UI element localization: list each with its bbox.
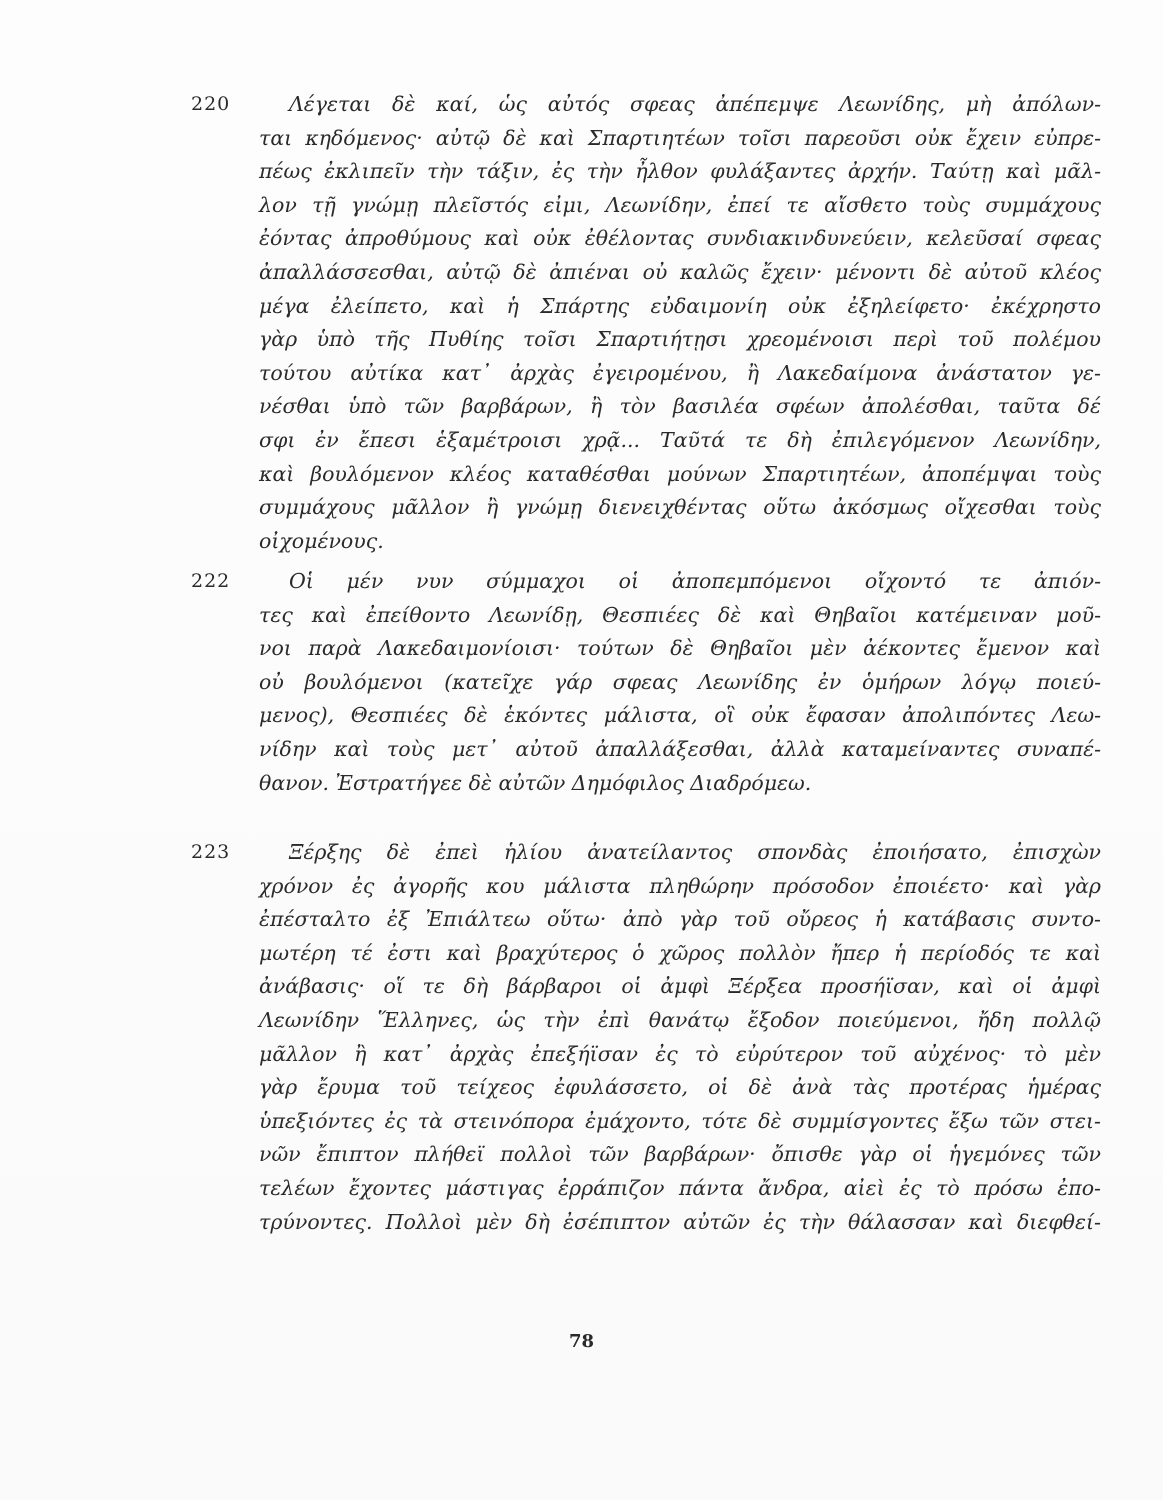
text-line: οἰχομένους. <box>259 528 384 553</box>
text-line: Λεωνίδην Ἕλληνες, ὡς τὴν ἐπὶ θανάτῳ ἔξοδον ποιεύμενοι, ἤδη πολλῷ <box>259 1007 1101 1032</box>
text-line: συμμάχους μᾶλλον ἢ γνώμῃ διενειχθέντας οὕτω ἀκόσμως οἴχεσθαι τοὺς <box>259 495 1101 520</box>
text-line: Οἱ μέν νυν σύμμαχοι οἱ ἀποπεμπόμενοι οἴχοντό τε ἀπιόν- <box>289 569 1101 593</box>
text-line: λον τῇ γνώμῃ πλεῖστός εἰμι, Λεωνίδην, ἐπεί τε αἴσθετο τοὺς συμμάχους <box>259 192 1101 217</box>
section-text <box>259 836 1101 1239</box>
text-line: γὰρ ὑπὸ τῆς Πυθίης τοῖσι Σπαρτιήτῃσι χρεομένοισι περὶ τοῦ πολέμου <box>259 327 1101 352</box>
text-line: τούτου αὐτίκα κατ᾽ ἀρχὰς ἐγειρομένου, ἢ Λακεδαίμονα ἀνάστατον γε- <box>259 360 1101 385</box>
text-line: χρόνον ἐς ἀγορῆς κου μάλιστα πληθώρην πρόσοδον ἐποιέετο· καὶ γὰρ <box>259 873 1101 898</box>
text-line: ἐπέσταλτο ἐξ Ἐπιάλτεω οὕτω· ἀπὸ γὰρ τοῦ οὔρεος ἡ κατάβασις συντο- <box>259 907 1101 932</box>
text-line: ἐόντας ἀπροθύμους καὶ οὐκ ἐθέλοντας συνδιακινδυνεύειν, κελεῦσαί σφεας <box>259 226 1101 251</box>
text-line: νέσθαι ὑπὸ τῶν βαρβάρων, ἢ τὸν βασιλέα σφέων ἀπολέσθαι, ταῦτα δέ <box>259 394 1101 419</box>
text-line: μωτέρη τέ ἐστι καὶ βραχύτερος ὁ χῶρος πολλὸν ἤπερ ἡ περίοδός τε καὶ <box>259 940 1101 965</box>
text-line: οὐ βουλόμενοι (κατεῖχε γάρ σφεας Λεωνίδης ἐν ὁμήρων λόγῳ ποιεύ- <box>259 669 1101 694</box>
text-line: μέγα ἐλείπετο, καὶ ἡ Σπάρτης εὐδαιμονίη οὐκ ἐξηλείφετο· ἐκέχρηστο <box>259 293 1101 318</box>
section-number: 223 <box>191 841 231 863</box>
text-line: γὰρ ἔρυμα τοῦ τείχεος ἐφυλάσσετο, οἱ δὲ ἀνὰ τὰς προτέρας ἡμέρας <box>259 1075 1101 1100</box>
text-line: πέως ἐκλιπεῖν τὴν τάξιν, ἐς τὴν ἦλθον φυλάξαντες ἀρχήν. Ταύτῃ καὶ μᾶλ- <box>259 159 1101 184</box>
section-number: 222 <box>191 570 231 592</box>
text-line: νίδην καὶ τοὺς μετ᾽ αὐτοῦ ἀπαλλάξεσθαι, ἀλλὰ καταμείναντες συναπέ- <box>259 736 1101 761</box>
section-text <box>259 565 1101 800</box>
text-line: ὑπεξιόντες ἐς τὰ στεινόπορα ἐμάχοντο, τότε δὲ συμμίσγοντες ἔξω τῶν στει- <box>259 1108 1101 1133</box>
text-line: μενος), Θεσπιέες δὲ ἑκόντες μάλιστα, οἳ οὐκ ἔφασαν ἀπολιπόντες Λεω- <box>259 703 1101 728</box>
section-number: 220 <box>191 93 231 115</box>
text-line: τελέων ἔχοντες μάστιγας ἐρράπιζον πάντα ἄνδρα, αἰεὶ ἐς τὸ πρόσω ἐπο- <box>259 1175 1101 1200</box>
text-line: ται κηδόμενος· αὐτῷ δὲ καὶ Σπαρτιητέων τοῖσι παρεοῦσι οὐκ ἔχειν εὐπρε- <box>259 125 1101 150</box>
page-number: 78 <box>568 1331 595 1352</box>
text-line: καὶ βουλόμενον κλέος καταθέσθαι μούνων Σπαρτιητέων, ἀποπέμψαι τοὺς <box>259 461 1101 486</box>
text-line: τες καὶ ἐπείθοντο Λεωνίδῃ, Θεσπιέες δὲ καὶ Θηβαῖοι κατέμειναν μοῦ- <box>259 602 1101 627</box>
text-line: Λέγεται δὲ καί, ὡς αὐτός σφεας ἀπέπεμψε Λεωνίδης, μὴ ἀπόλων- <box>289 92 1101 116</box>
text-line: νοι παρὰ Λακεδαιμονίοισι· τούτων δὲ Θηβαῖοι μὲν ἀέκοντες ἔμενον καὶ <box>259 636 1101 661</box>
text-line: νῶν ἔπιπτον πλήθεϊ πολλοὶ τῶν βαρβάρων· ὄπισθε γὰρ οἱ ἡγεμόνες τῶν <box>259 1142 1101 1167</box>
text-line: μᾶλλον ἢ κατ᾽ ἀρχὰς ἐπεξήϊσαν ἐς τὸ εὐρύτερον τοῦ αὐχένος· τὸ μὲν <box>259 1041 1101 1066</box>
text-line: τρύνοντες. Πολλοὶ μὲν δὴ ἐσέπιπτον αὐτῶν ἐς τὴν θάλασσαν καὶ διεφθεί- <box>259 1209 1101 1234</box>
text-line: ἀνάβασις· οἵ τε δὴ βάρβαροι οἱ ἀμφὶ Ξέρξεα προσήϊσαν, καὶ οἱ ἀμφὶ <box>259 974 1101 999</box>
text-line: Ξέρξης δὲ ἐπεὶ ἡλίου ἀνατείλαντος σπονδὰς ἐποιήσατο, ἐπισχὼν <box>289 840 1101 864</box>
section-text <box>259 88 1101 558</box>
text-line: ἀπαλλάσσεσθαι, αὐτῷ δὲ ἀπιέναι οὐ καλῶς ἔχειν· μένοντι δὲ αὐτοῦ κλέος <box>259 259 1101 284</box>
text-line: θανον. Ἐστρατήγεε δὲ αὐτῶν Δημόφιλος Διαδρόμεω. <box>259 770 812 795</box>
text-line: σφι ἐν ἔπεσι ἑξαμέτροισι χρᾷ... Ταῦτά τε δὴ ἐπιλεγόμενον Λεωνίδην, <box>259 427 1101 452</box>
